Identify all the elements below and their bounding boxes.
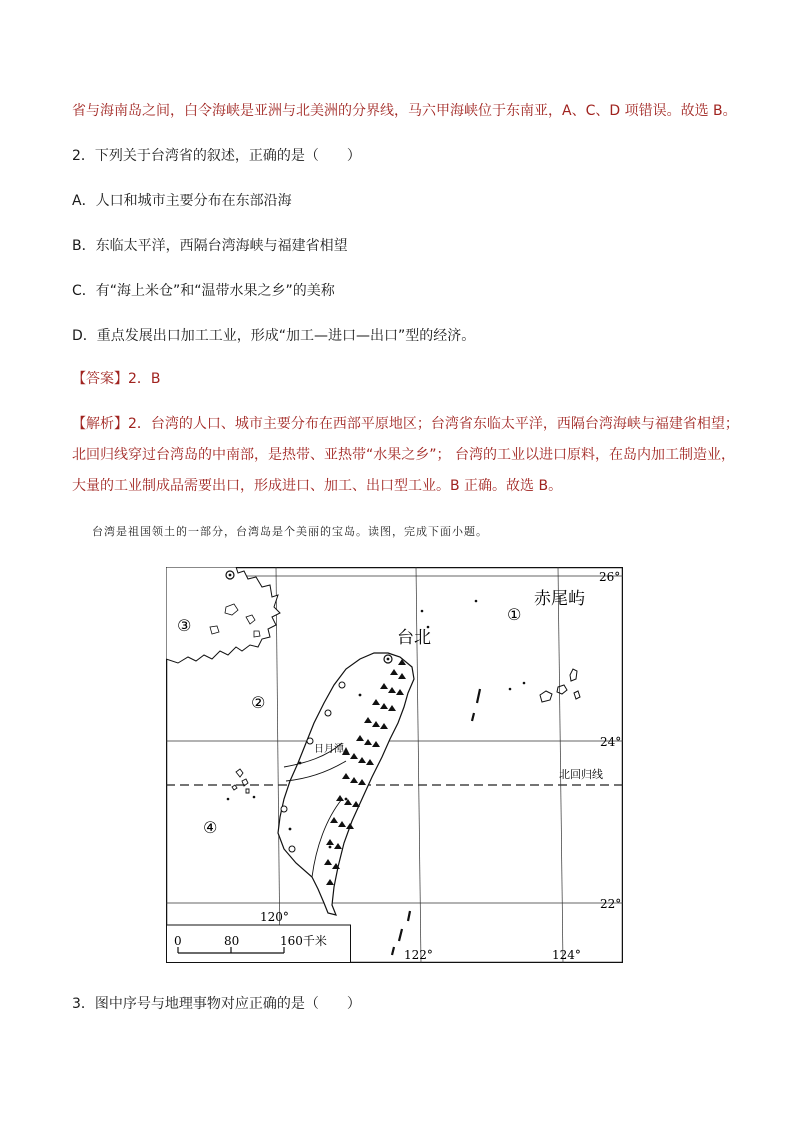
question-2-option-a: A．人口和城市主要分布在东部沿海	[72, 193, 292, 209]
question-3-stem: 3．图中序号与地理事物对应正确的是（ ）	[72, 996, 361, 1012]
marker-3: ③	[177, 616, 192, 635]
analysis-line-3: 大量的工业制成品需要出口，形成进口、加工、出口型工业。B 正确。故选 B。	[72, 478, 563, 494]
scale-label-0: 0	[174, 934, 182, 948]
analysis-line-1: 【解析】2．台湾的人口、城市主要分布在西部平原地区；台湾省东临太平洋，西隔台湾海峡与福建省相望；	[72, 416, 739, 432]
lon-122-label: 122°	[404, 948, 433, 962]
lon-124-label: 124°	[552, 948, 581, 962]
map-drawing	[166, 567, 623, 963]
lat-26-label: 26°	[599, 570, 621, 584]
lon-120-label: 120°	[260, 910, 289, 924]
tropic-label: 北回归线	[559, 768, 603, 781]
lat-22-label: 22°	[600, 897, 622, 911]
scale-label-80: 80	[224, 934, 240, 948]
question-2-stem: 2．下列关于台湾省的叙述，正确的是（ ）	[72, 148, 361, 164]
analysis-line-2: 北回归线穿过台湾岛的中南部，是热带、亚热带“水果之乡”； 台湾的工业以进口原料，在岛内加工制造业，	[72, 447, 735, 463]
answer-line: 【答案】2．B	[72, 371, 161, 387]
scale-label-160: 160千米	[280, 934, 327, 948]
question-2-option-b: B．东临太平洋，西隔台湾海峡与福建省相望	[72, 238, 348, 254]
lat-24-label: 24°	[600, 735, 622, 749]
taiwan-map	[166, 567, 623, 963]
analysis-prev-line: 省与海南岛之间，白令海峡是亚洲与北美洲的分界线，马六甲海峡位于东南亚，A、C、D 项错误。故选 B。	[72, 103, 737, 119]
map-intro: 台湾是祖国领土的一部分，台湾岛是个美丽的宝岛。读图，完成下面小题。	[92, 525, 488, 538]
sun-moon-lake-label: 日月潭	[314, 744, 344, 755]
marker-4: ④	[203, 818, 218, 837]
marker-1: ①	[507, 605, 522, 624]
taipei-label: 台北	[397, 628, 431, 648]
chiwei-label: 赤尾屿	[534, 589, 585, 609]
marker-2: ②	[251, 693, 266, 712]
question-2-option-c: C．有“海上米仓”和“温带水果之乡”的美称	[72, 283, 335, 299]
question-2-option-d: D．重点发展出口加工工业，形成“加工—进口—出口”型的经济。	[72, 328, 476, 344]
